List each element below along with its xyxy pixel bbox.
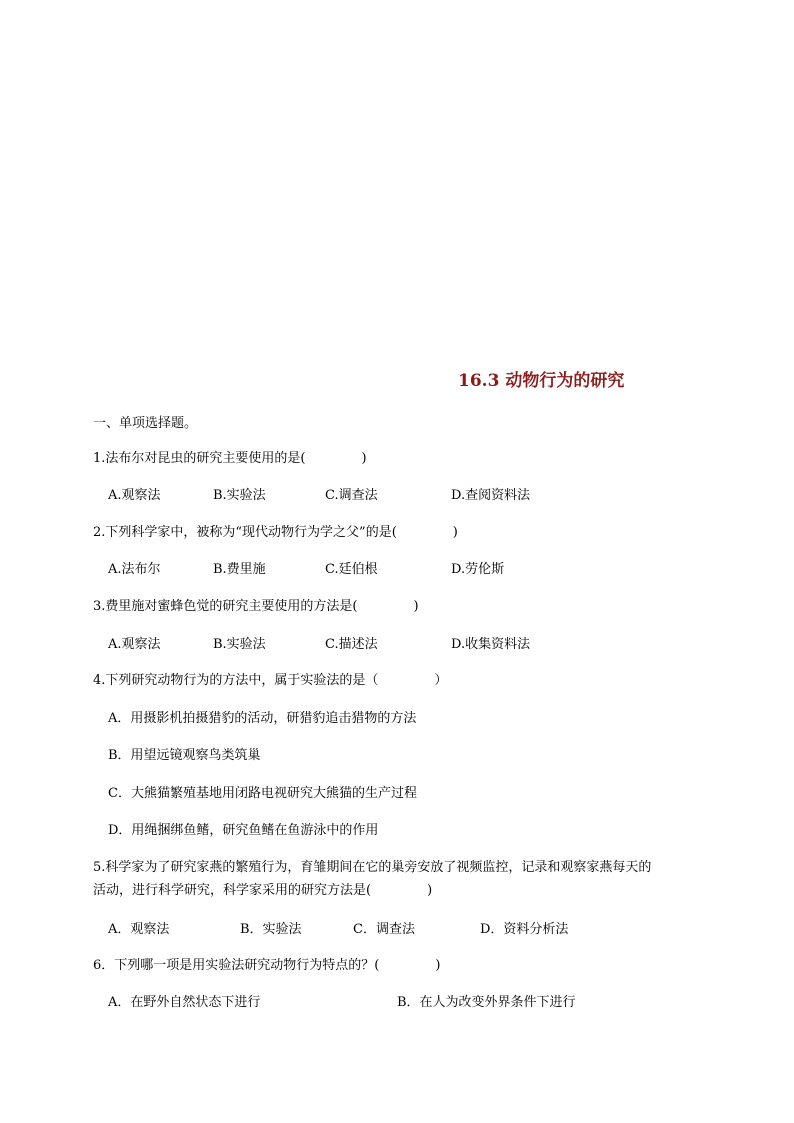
- option-a: A.观察法: [108, 488, 161, 503]
- question-3: [93, 599, 419, 615]
- option-b: B.实验法: [213, 488, 266, 503]
- option-d: D．用绳捆绑鱼鳍，研究鱼鳍在鱼游泳中的作用: [108, 823, 379, 838]
- question-5-stem: 5.科学家为了研究家燕的繁殖行为，育雏期间在它的巢旁安放了视频监控，记录和观察家燕每天的: [93, 860, 652, 875]
- option-d: D.查阅资料法: [451, 488, 531, 503]
- option-d: D．资料分析法: [480, 922, 569, 937]
- option-b: B．用望远镜观察鸟类筑巢: [108, 748, 261, 763]
- question-1-stem: 1.法布尔对昆虫的研究主要使用的是(: [93, 451, 306, 466]
- question-5: [93, 860, 651, 876]
- question-5-close: ): [427, 883, 433, 898]
- question-2: [93, 525, 458, 541]
- question-4-close: ）: [434, 673, 448, 688]
- option-a: A．在野外自然状态下进行: [108, 995, 261, 1010]
- section-heading: 一、单项选择题。: [93, 416, 198, 431]
- question-1-close: ): [361, 451, 367, 466]
- option-d: D.收集资料法: [451, 637, 531, 652]
- question-1: [93, 451, 367, 467]
- question-6-stem: 6．下列哪一项是用实验法研究动物行为特点的？(: [93, 958, 380, 973]
- option-c: C．大熊猫繁殖基地用闭路电视研究大熊猫的生产过程: [108, 786, 417, 801]
- question-6-close: ): [435, 958, 441, 973]
- question-3-stem: 3.费里施对蜜蜂色觉的研究主要使用的方法是(: [93, 599, 358, 614]
- option-b: B．在人为改变外界条件下进行: [397, 995, 576, 1010]
- question-6: [93, 958, 440, 974]
- option-c: C.廷伯根: [325, 562, 378, 577]
- option-c: C．调查法: [353, 922, 415, 937]
- option-c: C.调查法: [325, 488, 378, 503]
- question-5-stem2: 活动，进行科学研究，科学家采用的研究方法是(: [93, 883, 372, 898]
- option-d: D.劳伦斯: [451, 562, 505, 577]
- option-b: B．实验法: [240, 922, 302, 937]
- option-c: C.描述法: [325, 637, 378, 652]
- option-a: A.法布尔: [108, 562, 161, 577]
- question-4-stem: 4.下列研究动物行为的方法中，属于实验法的是（: [93, 673, 379, 688]
- option-a: A.观察法: [108, 637, 161, 652]
- option-b: B.实验法: [213, 637, 266, 652]
- question-4: [93, 673, 447, 689]
- option-b: B.费里施: [213, 562, 266, 577]
- option-a: A．用摄影机拍摄猎豹的活动，研猎豹追击猎物的方法: [108, 711, 417, 726]
- question-5-line2: [93, 883, 432, 899]
- option-a: A．观察法: [108, 922, 170, 937]
- question-2-close: ): [452, 525, 458, 540]
- question-3-close: ): [413, 599, 419, 614]
- page-title: 16.3 动物行为的研究: [458, 371, 625, 391]
- question-2-stem: 2.下列科学家中，被称为“现代动物行为学之父”的是(: [93, 525, 397, 540]
